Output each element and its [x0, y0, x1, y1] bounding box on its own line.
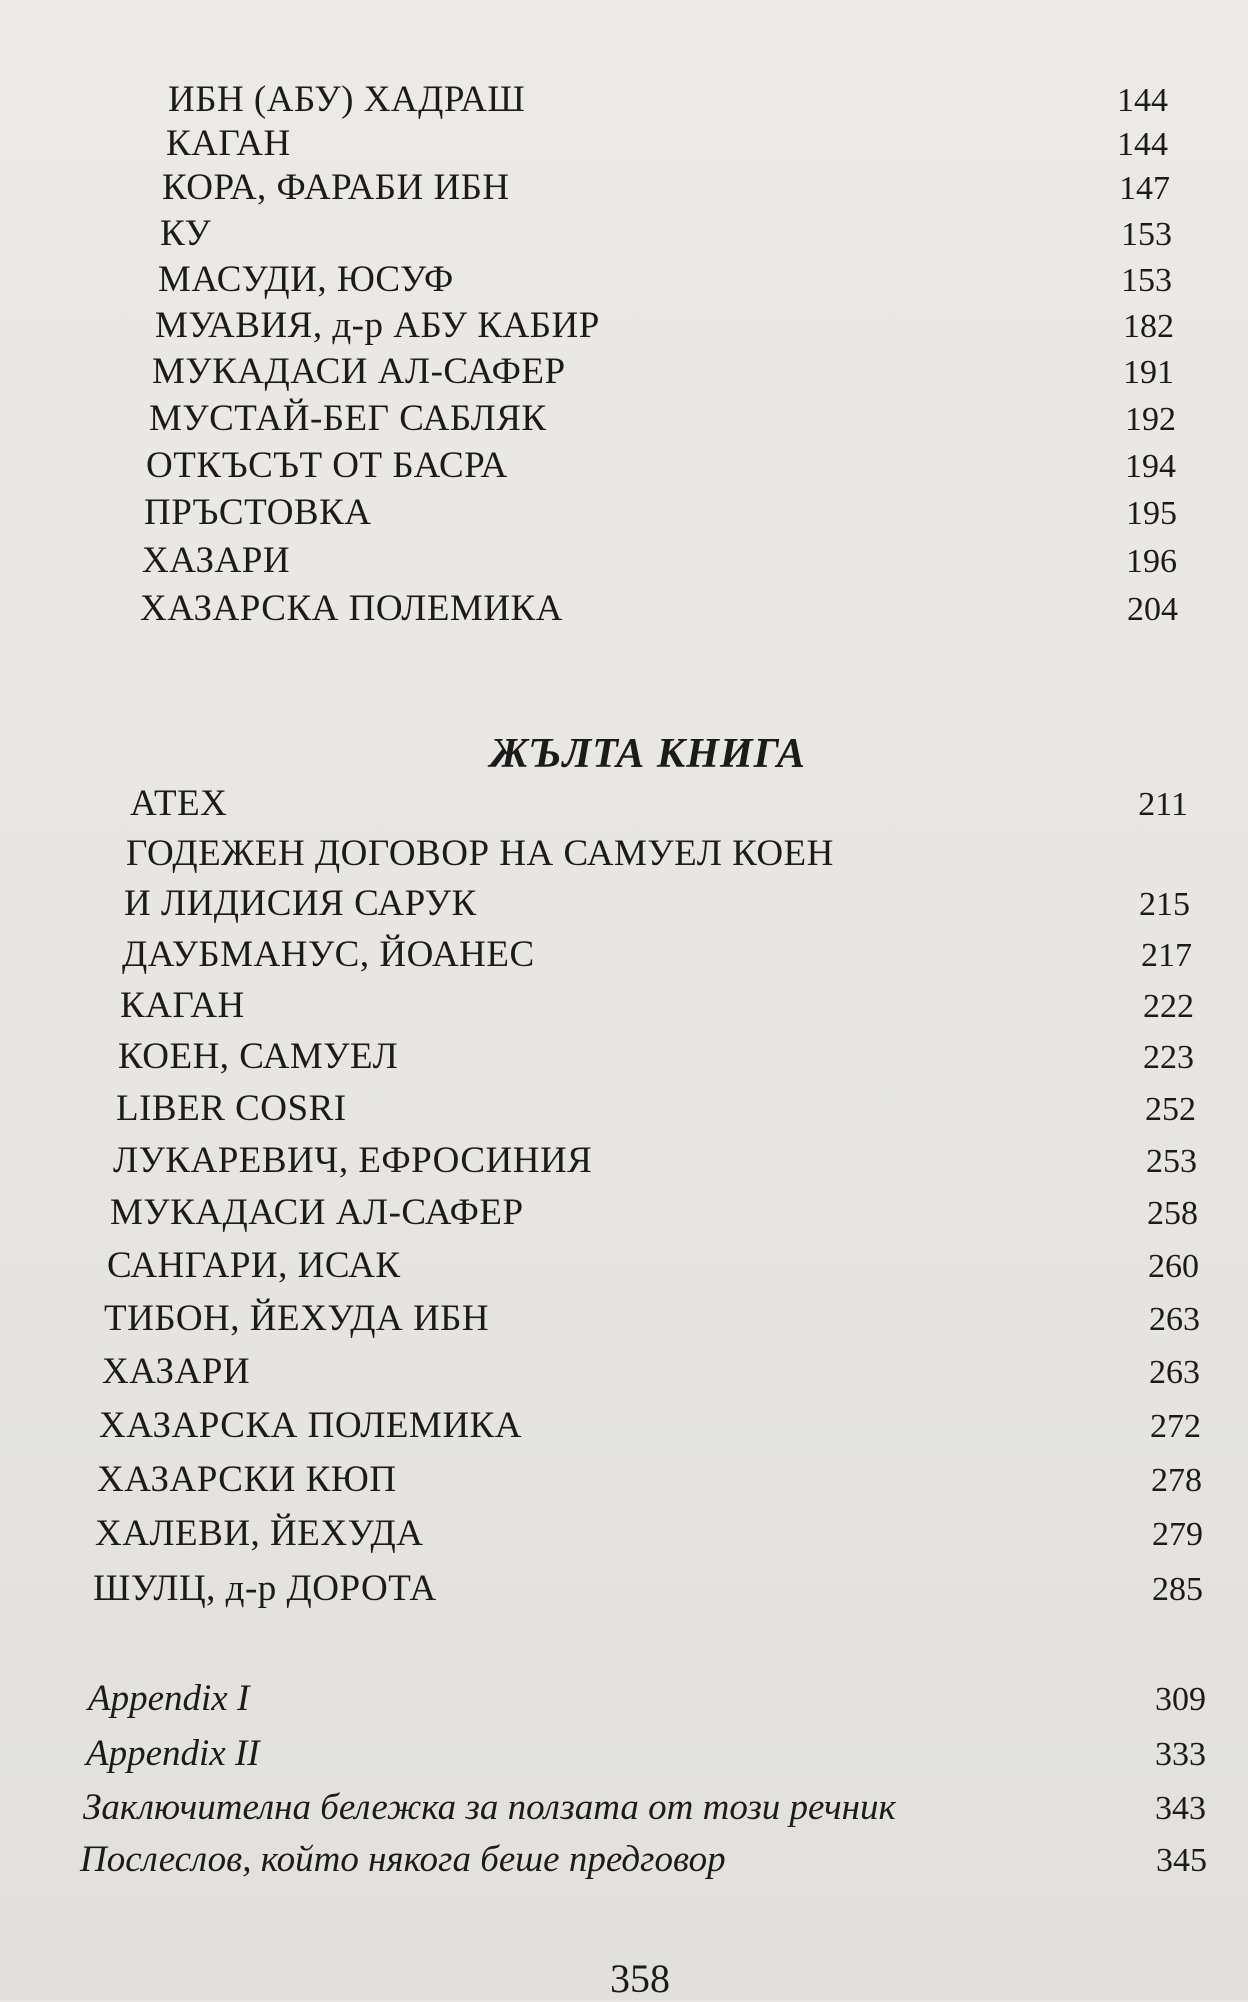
- toc-row: [80, 1838, 1207, 1884]
- toc-entry-title: ХАЗАРИ: [102, 1351, 251, 1392]
- toc-entry-page: 279: [1152, 1516, 1203, 1553]
- toc-row: [104, 1297, 1200, 1343]
- toc-entry-title: КОЕН, САМУЕЛ: [118, 1036, 399, 1077]
- toc-entry-title: ИБН (АБУ) ХАДРАШ: [168, 79, 526, 120]
- toc-entry-title: МУКАДАСИ АЛ-САФЕР: [152, 351, 566, 392]
- toc-entry-page: 192: [1125, 401, 1176, 438]
- toc-entry-page: 147: [1119, 170, 1170, 207]
- toc-entry-page: 345: [1156, 1842, 1207, 1879]
- toc-entry-page: 194: [1125, 448, 1176, 485]
- toc-entry-title: КАГАН: [166, 123, 291, 164]
- toc-entry-title: САНГАРИ, ИСАК: [107, 1245, 401, 1286]
- toc-entry-page: 285: [1152, 1571, 1203, 1608]
- toc-entry-title: ТИБОН, ЙЕХУДА ИБН: [104, 1298, 490, 1339]
- toc-row: [124, 882, 1190, 928]
- toc-row: [97, 1458, 1202, 1504]
- toc-entry-title: Appendix I: [88, 1678, 250, 1719]
- toc-entry-page: 153: [1121, 262, 1172, 299]
- toc-entry-title: АТЕХ: [130, 783, 228, 824]
- toc-entry-title: Заключителна бележка за ползата от този речник: [83, 1787, 896, 1828]
- toc-entry-title: МУСТАЙ-БЕГ САБЛЯК: [149, 398, 547, 439]
- toc-entry-title: И ЛИДИСИЯ САРУК: [124, 883, 477, 924]
- toc-entry-title: ХАЗАРСКА ПОЛЕМИКА: [99, 1405, 522, 1446]
- toc-row: [144, 491, 1177, 537]
- toc-entry-page: 309: [1155, 1681, 1206, 1718]
- toc-entry-title: ПРЪСТОВКА: [144, 492, 372, 533]
- toc-entry-page: 144: [1117, 126, 1168, 163]
- toc-row: [168, 78, 1168, 124]
- toc-row: [118, 1035, 1194, 1081]
- toc-row: [122, 933, 1192, 979]
- section-heading: ЖЪЛТА КНИГА: [490, 731, 806, 777]
- toc-entry-page: 153: [1121, 216, 1172, 253]
- toc-entry-page: 223: [1143, 1039, 1194, 1076]
- toc-entry-title: LIBER COSRI: [116, 1088, 347, 1129]
- toc-entry-page: 260: [1148, 1248, 1199, 1285]
- toc-entry-page: 253: [1146, 1143, 1197, 1180]
- toc-row: [160, 212, 1172, 258]
- toc-row: [152, 350, 1174, 396]
- toc-entry-page: 258: [1147, 1195, 1198, 1232]
- toc-entry-page: 182: [1123, 308, 1174, 345]
- toc-row: [102, 1350, 1200, 1396]
- toc-entry-page: 272: [1150, 1408, 1201, 1445]
- toc-entry-title: ХАЛЕВИ, ЙЕХУДА: [95, 1513, 424, 1554]
- toc-row: [146, 444, 1176, 490]
- toc-entry-page: 196: [1126, 543, 1177, 580]
- toc-row: [93, 1567, 1203, 1613]
- toc-entry-title: МАСУДИ, ЮСУФ: [158, 259, 454, 300]
- toc-row: [120, 984, 1194, 1030]
- toc-row: [142, 539, 1177, 585]
- toc-entry-title: ХАЗАРСКИ КЮП: [97, 1459, 397, 1500]
- toc-entry-page: 195: [1126, 495, 1177, 532]
- toc-entry-title: Послеслов, който някога беше предговор: [80, 1839, 726, 1880]
- toc-entry-page: 144: [1117, 82, 1168, 119]
- toc-row: [107, 1244, 1199, 1290]
- toc-entry-title: МУКАДАСИ АЛ-САФЕР: [110, 1192, 524, 1233]
- toc-entry-title: КОРА, ФАРАБИ ИБН: [162, 167, 510, 208]
- toc-entry-page: 204: [1127, 591, 1178, 628]
- toc-row: [126, 832, 1188, 878]
- toc-row: [110, 1191, 1198, 1237]
- toc-entry-title: КУ: [160, 213, 212, 254]
- toc-row: [149, 397, 1176, 443]
- toc-row: [86, 1732, 1206, 1778]
- toc-row: [158, 258, 1172, 304]
- toc-row: [140, 587, 1178, 633]
- toc-entry-page: 263: [1149, 1301, 1200, 1338]
- toc-row: [130, 782, 1188, 828]
- toc-entry-title: ХАЗАРИ: [142, 540, 291, 581]
- toc-row: [83, 1786, 1206, 1832]
- toc-row: [88, 1677, 1206, 1723]
- toc-entry-page: 263: [1149, 1354, 1200, 1391]
- toc-entry-title: ГОДЕЖЕН ДОГОВОР НА САМУЕЛ КОЕН: [126, 833, 834, 874]
- toc-entry-title: МУАВИЯ, д-р АБУ КАБИР: [155, 305, 600, 346]
- toc-entry-title: ШУЛЦ, д-р ДОРОТА: [93, 1568, 437, 1609]
- page-number: 358: [610, 1956, 670, 2001]
- toc-entry-title: Appendix II: [86, 1733, 260, 1774]
- toc-entry-page: 333: [1155, 1736, 1206, 1773]
- toc-entry-page: 343: [1155, 1790, 1206, 1827]
- toc-entry-page: 217: [1141, 937, 1192, 974]
- toc-entry-title: ХАЗАРСКА ПОЛЕМИКА: [140, 588, 563, 629]
- toc-entry-page: 252: [1145, 1091, 1196, 1128]
- toc-row: [162, 166, 1170, 212]
- toc-entry-title: ОТКЪСЪТ ОТ БАСРА: [146, 445, 508, 486]
- toc-row: [166, 122, 1168, 168]
- toc-row: [113, 1139, 1197, 1185]
- toc-entry-title: КАГАН: [120, 985, 245, 1026]
- toc-entry-title: ДАУБМАНУС, ЙОАНЕС: [122, 934, 535, 975]
- toc-entry-page: 191: [1123, 354, 1174, 391]
- toc-entry-title: ЛУКАРЕВИЧ, ЕФРОСИНИЯ: [113, 1140, 593, 1181]
- toc-row: [95, 1512, 1203, 1558]
- toc-entry-page: 211: [1138, 786, 1188, 823]
- toc-entry-page: 222: [1143, 988, 1194, 1025]
- toc-entry-page: 278: [1151, 1462, 1202, 1499]
- toc-row: [99, 1404, 1201, 1450]
- toc-row: [116, 1087, 1196, 1133]
- toc-entry-page: 215: [1139, 886, 1190, 923]
- toc-row: [155, 304, 1174, 350]
